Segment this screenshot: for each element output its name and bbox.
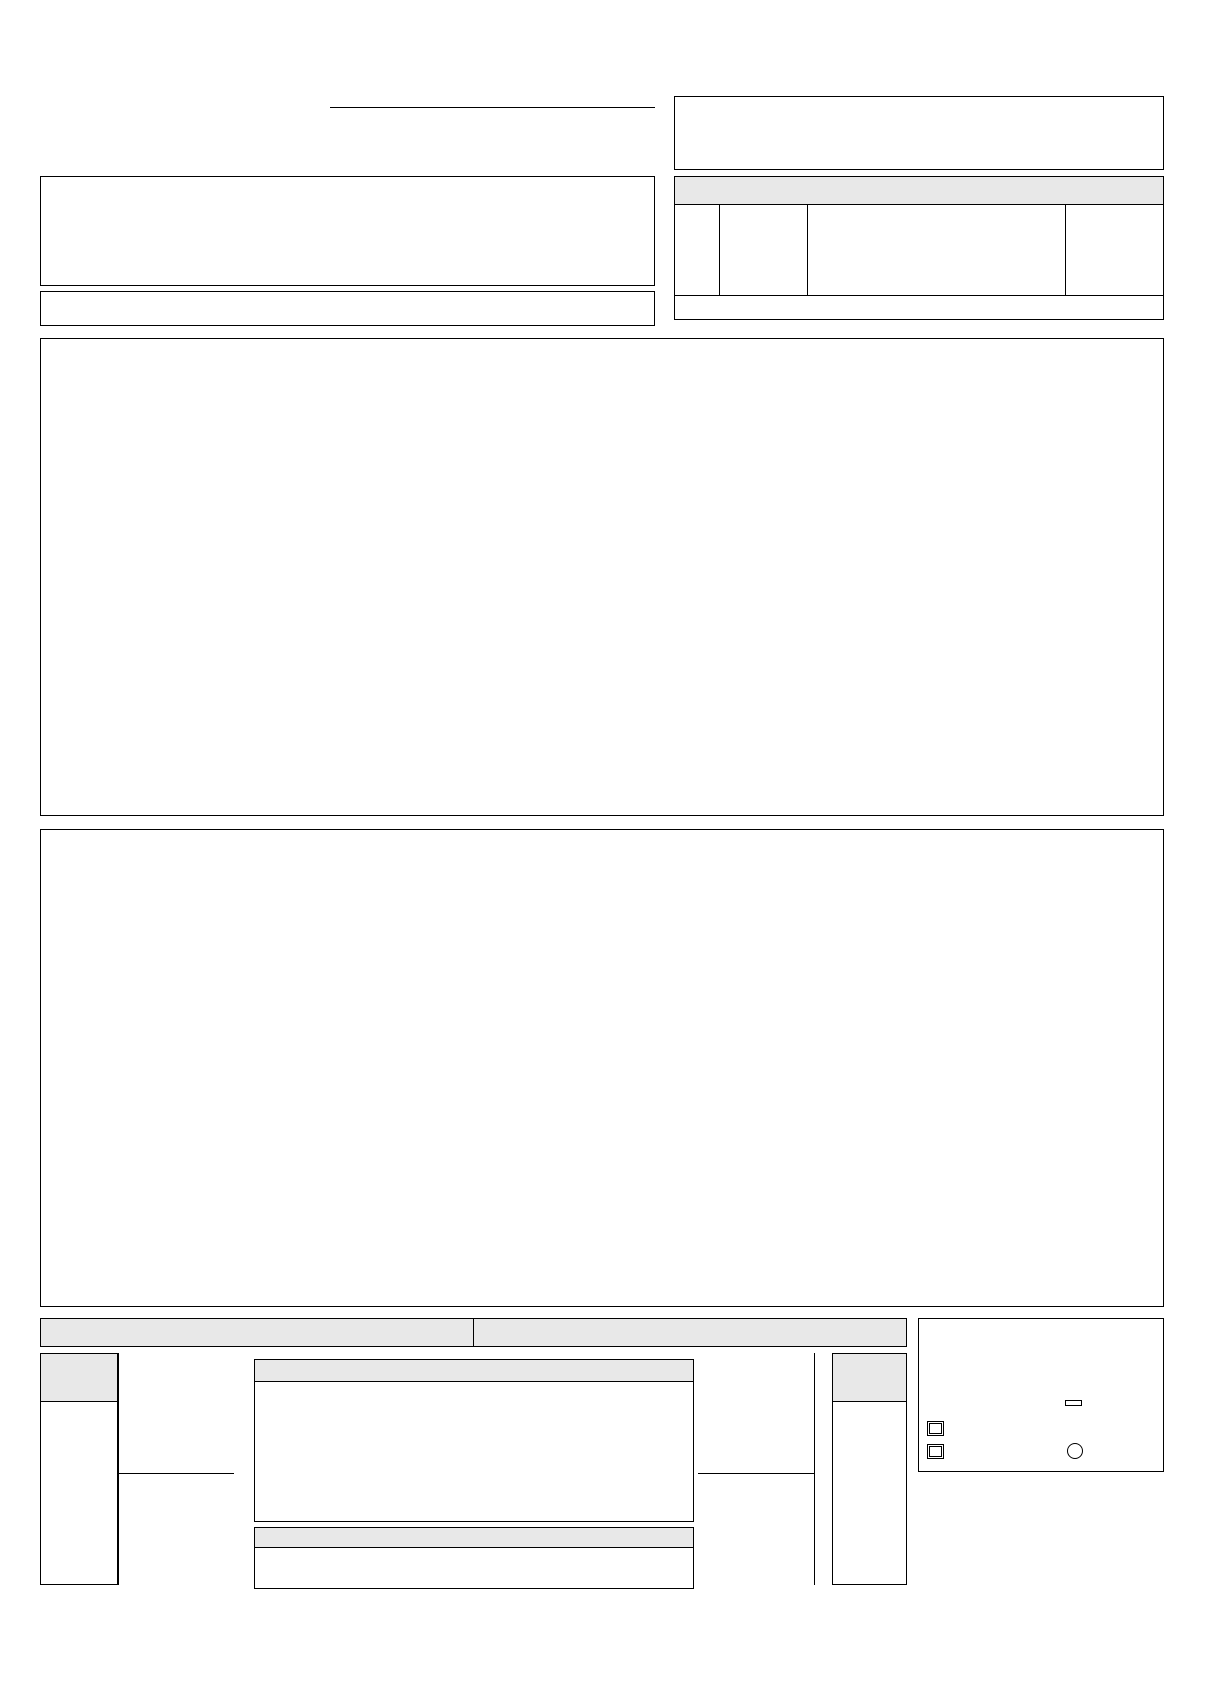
home-rotation-box xyxy=(40,1353,118,1585)
break-point-box xyxy=(254,1527,694,1589)
first-attack-box xyxy=(254,1359,694,1522)
sets-box xyxy=(674,176,1164,320)
away-rotation-box xyxy=(832,1353,907,1585)
referee-box xyxy=(40,291,655,326)
title-divider xyxy=(330,107,655,108)
legend-box xyxy=(918,1318,1164,1472)
away-team-stats xyxy=(40,829,1164,1307)
starter-icon xyxy=(927,1421,944,1436)
match-info-box xyxy=(40,176,655,286)
first-serve-icon xyxy=(1067,1443,1083,1459)
team-score-box xyxy=(674,96,1164,170)
summary-header xyxy=(40,1318,907,1347)
starting-setter-icon xyxy=(927,1444,944,1459)
substitute-icon xyxy=(1065,1400,1082,1406)
home-team-stats xyxy=(40,338,1164,816)
